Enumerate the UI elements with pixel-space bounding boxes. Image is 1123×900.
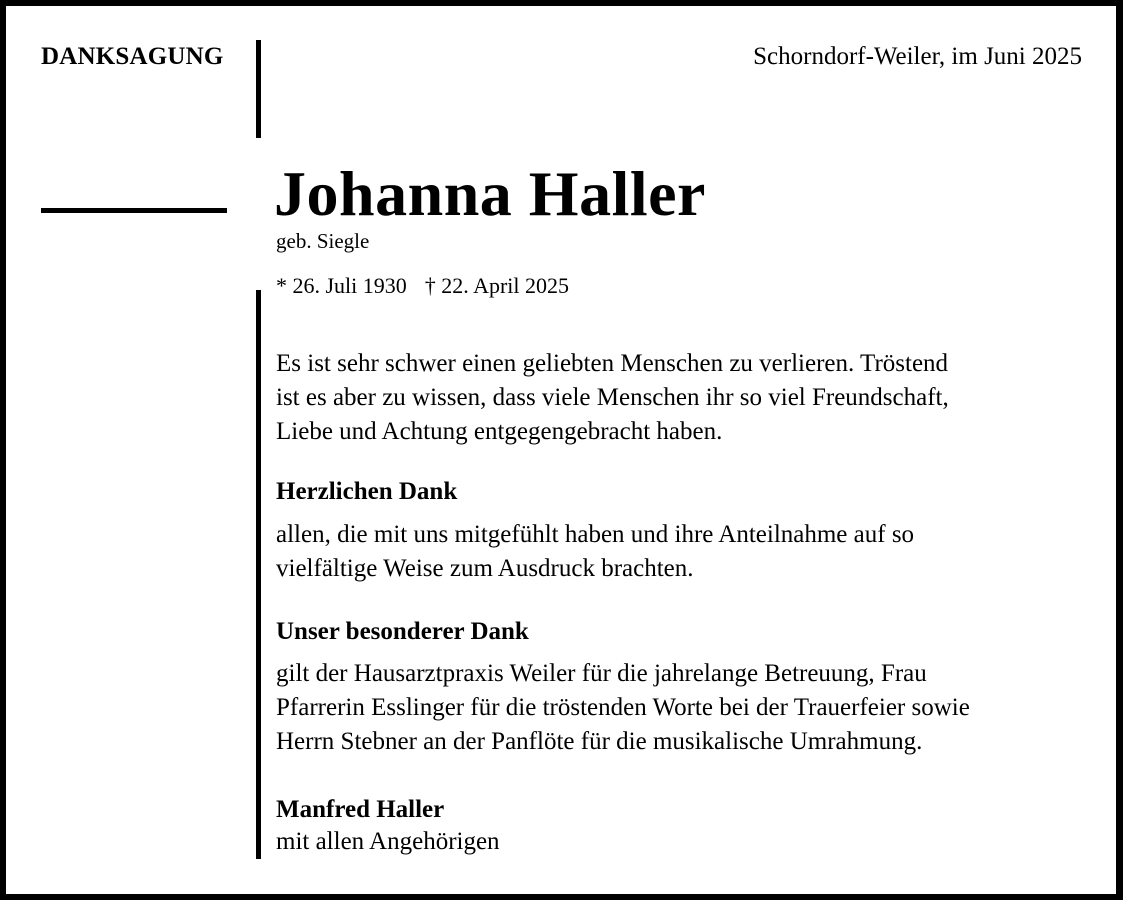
thanks-paragraph (276, 518, 1096, 586)
intro-line: ist es aber zu wissen, dass viele Menschen ihr so viel Freundschaft, (276, 384, 949, 411)
death-date: † 22. April 2025 (424, 273, 570, 298)
intro-paragraph (276, 347, 1096, 449)
horizontal-rule (41, 208, 227, 213)
signature-subline: mit allen Angehörigen (276, 828, 500, 855)
special-thanks-heading: Unser besonderer Dank (276, 618, 529, 645)
thanks-line: allen, die mit uns mitgefühlt haben und ihre Anteilnahme auf so (276, 521, 915, 548)
life-dates (276, 272, 569, 300)
intro-line: Es ist sehr schwer einen geliebten Menschen zu verlieren. Tröstend (276, 350, 949, 377)
deceased-name: Johanna Haller (274, 158, 706, 229)
maiden-name: geb. Siegle (276, 229, 370, 253)
vertical-divider-top (256, 40, 261, 138)
thanks-heading: Herzlichen Dank (276, 478, 458, 505)
special-thanks-line: gilt der Hausarztpraxis Weiler für die jahrelange Betreuung, Frau (276, 660, 927, 687)
place-and-date: Schorndorf-Weiler, im Juni 2025 (753, 43, 1082, 70)
intro-line: Liebe und Achtung entgegengebracht haben. (276, 418, 723, 445)
signature-name: Manfred Haller (276, 796, 445, 823)
thanks-line: vielfältige Weise zum Ausdruck brachten. (276, 555, 694, 582)
notice-type-label: DANKSAGUNG (41, 43, 224, 70)
special-thanks-line: Pfarrerin Esslinger für die tröstenden Worte bei der Trauerfeier sowie (276, 694, 970, 721)
birth-date: * 26. Juli 1930 (276, 273, 407, 298)
special-thanks-paragraph (276, 657, 1096, 759)
vertical-divider-main (256, 290, 261, 859)
special-thanks-line: Herrn Stebner an der Panflöte für die musikalische Umrahmung. (276, 728, 923, 755)
